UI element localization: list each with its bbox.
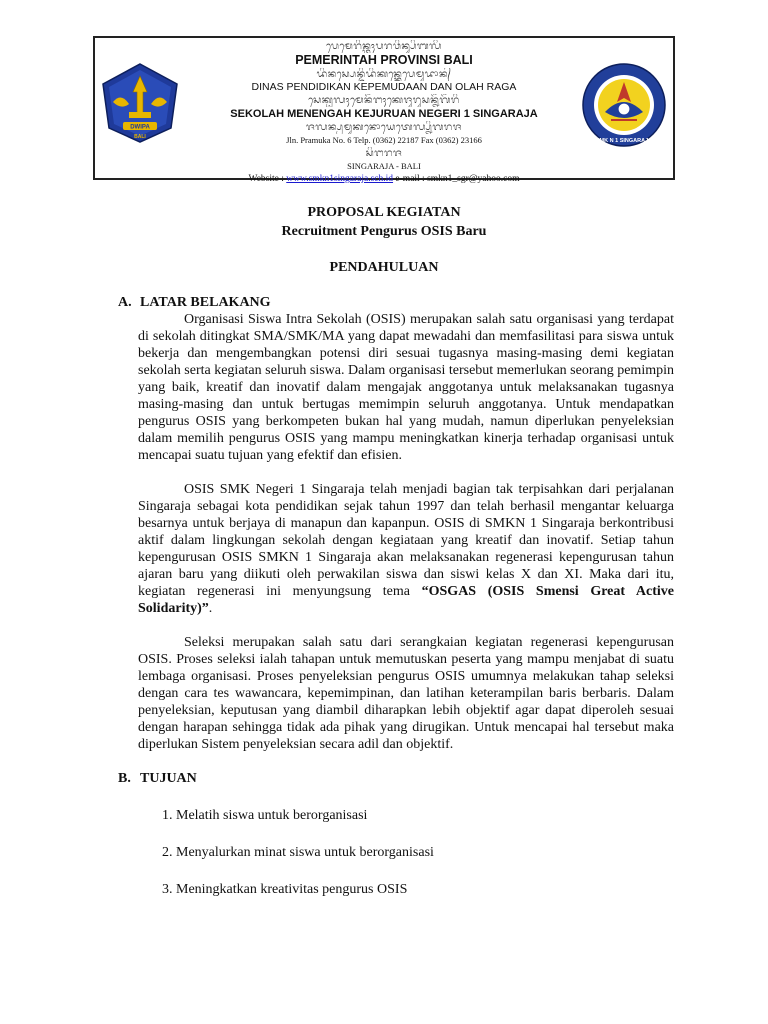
balinese-script-line: ᬧᬾᬫᬾᬭᬶᬦ᭄ᬢᬄᬧᬭᬯᬶᬦ᭄ᬲᬶᬩᬮᬶ [326,41,442,52]
website-label: Website : [248,174,287,184]
tujuan-list [118,807,674,898]
document-subtitle: Recruitment Pengurus OSIS Baru [281,224,487,239]
list-item: 3. Meningkatkan kreativitas pengurus OSIS [162,882,408,897]
heading-letter: A. [118,295,132,310]
school-name: SEKOLAH MENENGAH KEJURUAN NEGERI 1 SINGARAJA [230,108,538,120]
school-city: SINGARAJA - BALI [347,161,421,171]
balinese-script-line: ᬲᬾᬓᬺᬮᬄᬫᬾᬦᭂᬗᬄᬓᬾᬚᬸᬭᬸᬲᬦ᭄ᬦᭂᬕᭂᬭᬶ [308,95,460,106]
department-name: DINAS PENDIDIKAN KEPEMUDAAN DAN OLAH RAGA [251,81,517,93]
school-address: Jln. Pramuka No. 6 Telp. (0362) 22187 Fax (0362) 23166 [286,135,482,145]
heading-tujuan [118,770,674,787]
list-item: 1. Melatih siswa untuk berorganisasi [162,808,368,823]
school-logo-icon [581,62,667,148]
paragraph-2 [138,481,674,617]
paragraph-1: Organisasi Siswa Intra Sekolah (OSIS) merupakan salah satu organisasi yang terdapat di sekolah ditingkat SMA/SMK/MA yang dapat mewadahi dan memfasilitasi para siswa untuk bekerja dan mengembangkan potensi diri sesuai tugasnya masing-masing demi kegiatan sekolah serta kegiatan seluruh siswa. Dalam organisasi tersebut memerlukan seorang pemimpin yang baik, kreatif dan inovatif dalam mengajak anggotanya untuk melaksanakan tugasnya masing-masing dan untuk bertugas memimpin seluruh anggotanya. Untuk mendapatkan pengurus OSIS yang berkompeten bukan hal yang mudah, namun diperlukan penyeleksian dalam memilih pengurus OSIS yang mampu meningkatkan kinerja terhadap organisasi untuk mencapai suatu tujuan yang efektif dan efisien. [138,312,674,463]
document-title: PROPOSAL KEGIATAN [307,205,461,220]
heading-letter: B. [118,771,131,786]
right-logo-text: SMK N 1 SINGARAJA [595,138,653,144]
paragraph-2-text: OSIS SMK Negeri 1 Singaraja telah menjadi bagian tak terpisahkan dari perjalanan Singaraja sebagai kota pendidikan sejak tahun 1997 dan telah berhasil mengantar keluarga besarnya untuk berjaya di manapun dan kapanpun. OSIS di SMKN 1 Singaraja berkontribusi aktif dalam lingkungan sekolah dengan kegiataan yang kreatif dan inovatif. Setiap tahun kepengurusan OSIS SMKN 1 Singaraja akan melaksanakan regenerasi kepengurusan tahun ajaran baru yang diikuti oleh perwakilan siswa dan siswi kelas X dan XI. Maka dari itu, kegiatan regenerasi ini menyungsung tema [138,482,674,599]
letterhead [93,36,675,184]
bali-province-emblem-icon [99,62,181,144]
left-logo-text: DWIPA [130,124,150,131]
balinese-script-line: ᬚᬮᬦ᭄ᬧ᭄ᬭᬫᬸᬓᬦᭀᬬᬾᬢᬾᬮ᭄ᬧ᭄ᬦᬶᬕᬭᬚ [305,122,463,133]
paragraph-3: Seleksi merupakan salah satu dari serangkaian kegiatan regenerasi kepengurusan OSIS. Proses seleksi ialah tahapan untuk memutuskan peserta yang mampu menjabat di suatu lembaga organisasi. Proses penyeleksian pengurus OSIS umumnya melakukan tahap seleksi dengan cara tes wawancara, kepemimpinan, dan latihan keterampilan baris berbaris. Dalam penyeleksian, keputusan yang diambil diharapkan lebih objektif agar dapat diperoleh sesuai dengan harapan sehingga tidak ada pihak yang dirugikan. Untuk mencapai hal tersebut maka diperlukan Sistem penyeleksian secara adil dan objektif. [138,635,674,752]
document-title-block [0,203,768,241]
heading-text: TUJUAN [140,771,197,786]
email-address: smkn1_sgr@yahoo.com [427,174,520,184]
left-logo-sub: BALI [134,134,146,140]
list-item: 2. Menyalurkan minat siswa untuk berorganisasi [162,845,434,860]
email-label: e-mail : [393,174,428,184]
document-body [118,294,674,898]
paragraph-2-end: . [208,601,213,616]
heading-text: LATAR BELAKANG [140,295,271,310]
contact-line [187,173,581,186]
balinese-script-line: ᬤᬶᬦᬲ᭄ᬧᬾᬦ᭄ᬤᬶᬤᬶᬓᬦ᭄ᬓᬾᬧᬾᬫᬸᬤᬵᬦ᭄ [316,69,452,80]
section-title: PENDAHULUAN [329,260,439,275]
heading-latar-belakang [118,294,674,311]
letterhead-text [187,40,581,186]
government-name: PEMERINTAH PROVINSI BALI [295,53,473,67]
theme-text: “OSGAS (OSIS Smensi Great Active Solidarity)” [138,584,674,616]
website-link[interactable]: www.smkn1singaraja.sch.id [286,174,394,184]
balinese-script-line: ᬲᬶᬗᬭᬚ [365,148,403,159]
